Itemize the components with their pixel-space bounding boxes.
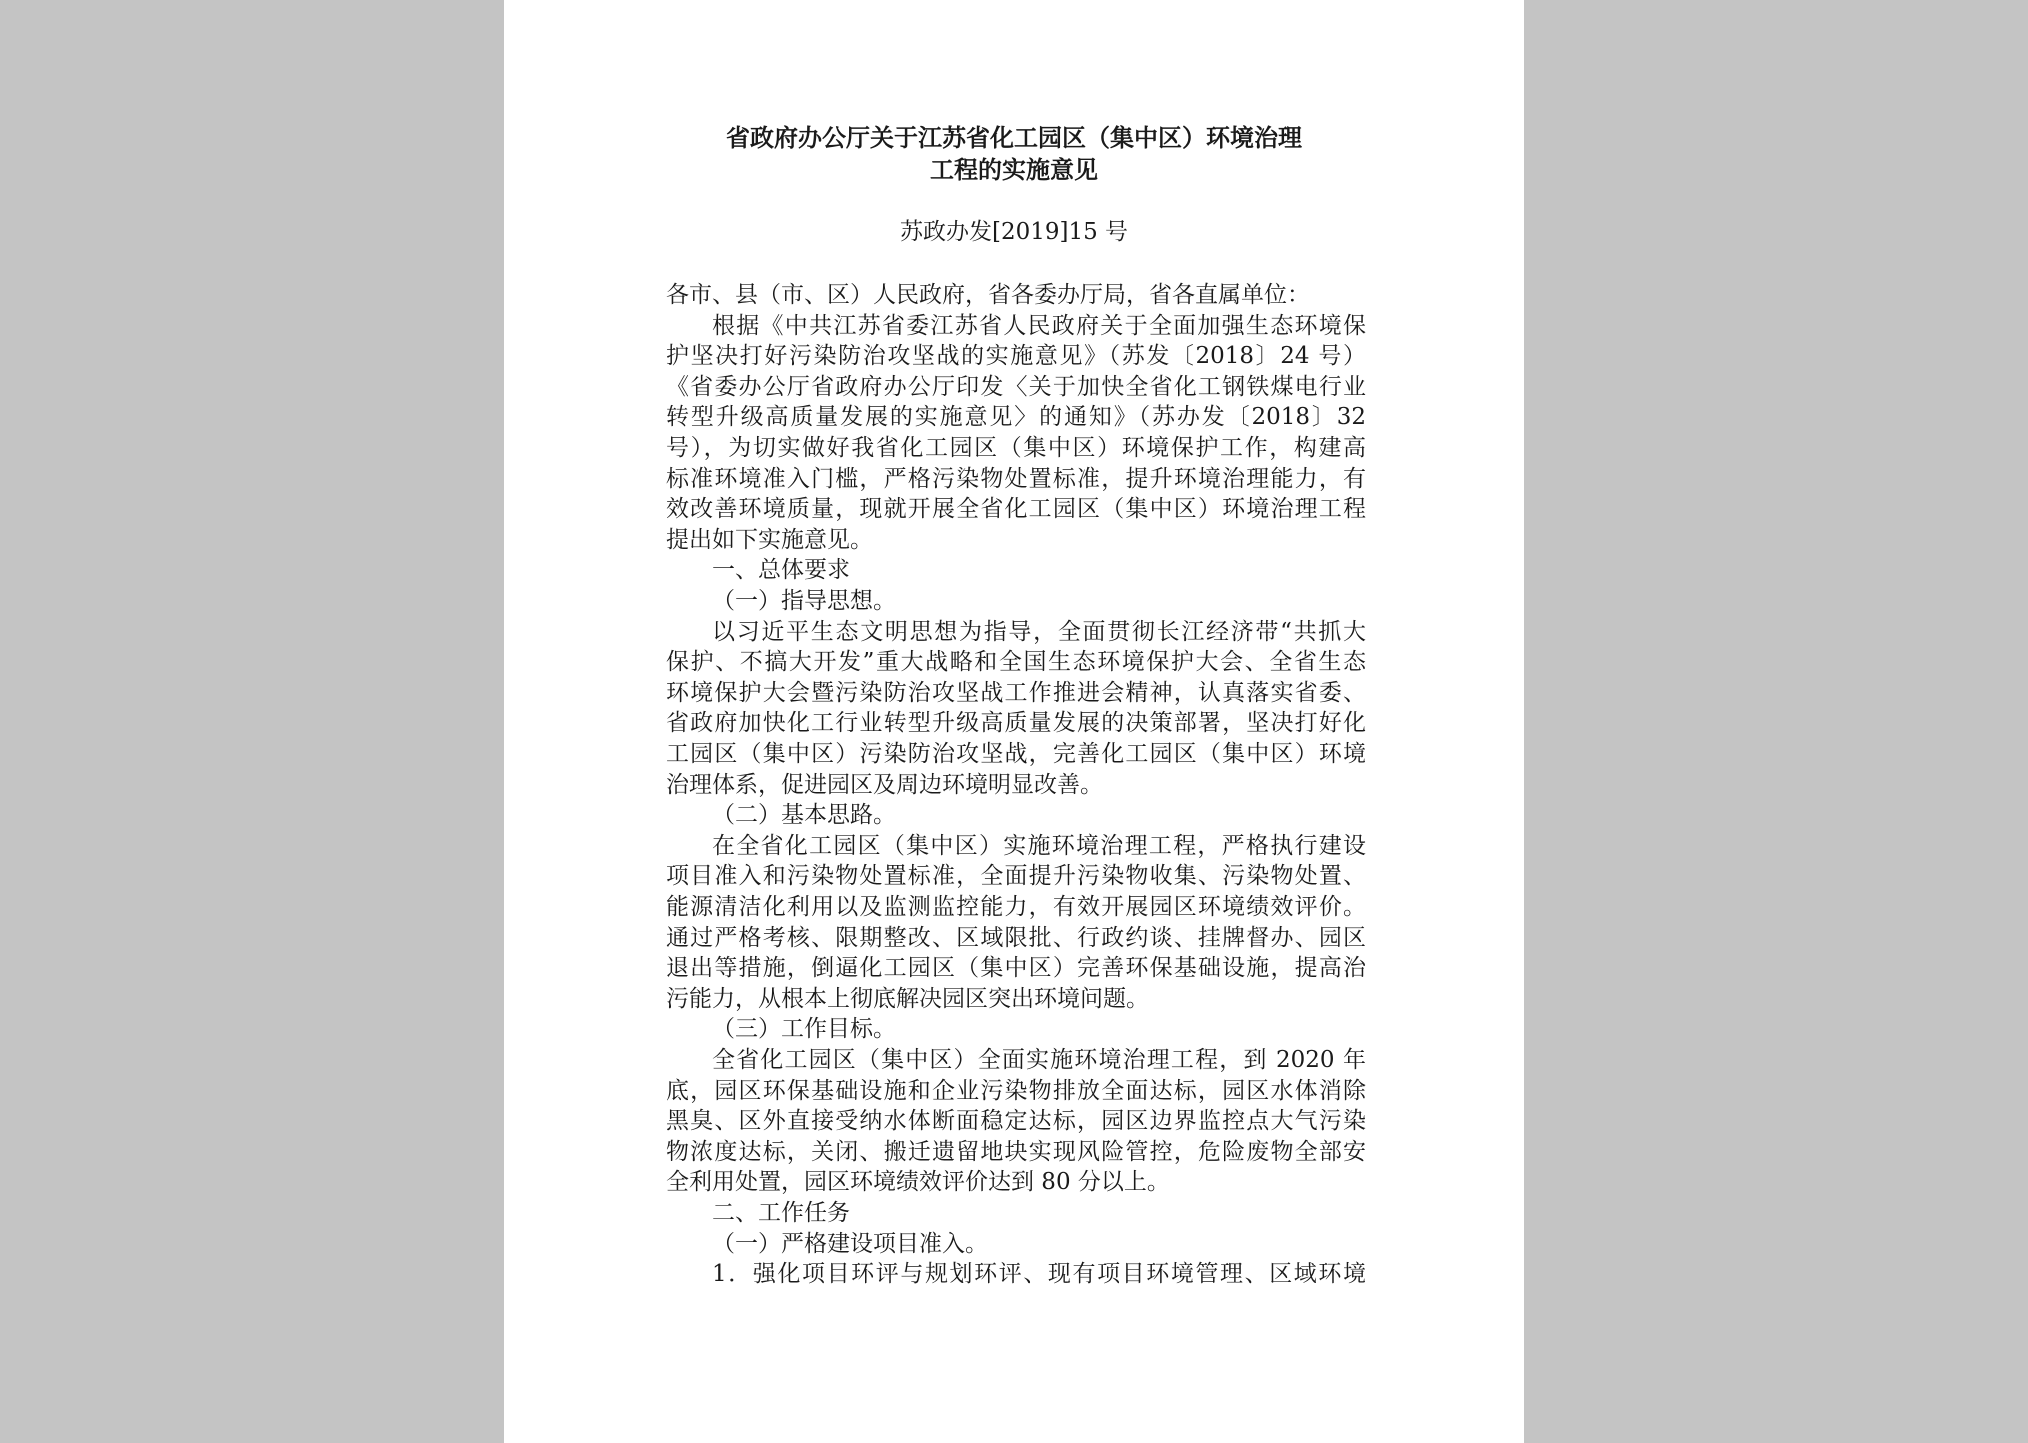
document-number: 苏政办发[2019]15 号	[899, 219, 1129, 245]
body-line: （一）指导思想。	[712, 588, 896, 614]
body-line: 全省化工园区（集中区）全面实施环境治理工程，到 2020 年	[712, 1047, 1366, 1073]
body-line: 省政府加快化工行业转型升级高质量发展的决策部署，坚决打好化	[666, 710, 1366, 736]
body-line: 以习近平生态文明思想为指导，全面贯彻长江经济带“共抓大	[712, 619, 1366, 645]
body-line: 保护、不搞大开发”重大战略和全国生态环境保护大会、全省生态	[666, 649, 1366, 675]
body-line: 二、工作任务	[712, 1200, 850, 1226]
body-line: （二）基本思路。	[712, 802, 896, 828]
body-line: 1．强化项目环评与规划环评、现有项目环境管理、区域环境	[712, 1261, 1366, 1287]
body-line: 底，园区环保基础设施和企业污染物排放全面达标，园区水体消除	[666, 1078, 1366, 1104]
body-line: 转型升级高质量发展的实施意见〉的通知》（苏办发〔2018〕32	[666, 404, 1366, 430]
body-line: 标准环境准入门槛，严格污染物处置标准，提升环境治理能力，有	[666, 466, 1366, 492]
body-line: 号），为切实做好我省化工园区（集中区）环境保护工作，构建高	[666, 435, 1366, 461]
body-line: 黑臭、区外直接受纳水体断面稳定达标，园区边界监控点大气污染	[666, 1108, 1366, 1134]
body-line: 污能力，从根本上彻底解决园区突出环境问题。	[666, 986, 1149, 1012]
body-line: 护坚决打好污染防治攻坚战的实施意见》（苏发〔2018〕24 号）	[666, 343, 1366, 369]
body-line: 环境保护大会暨污染防治攻坚战工作推进会精神，认真落实省委、	[666, 680, 1366, 706]
body-line: 能源清洁化利用以及监测监控能力，有效开展园区环境绩效评价。	[666, 894, 1366, 920]
document-page	[504, 0, 1524, 1443]
body-line: 治理体系，促进园区及周边环境明显改善。	[666, 772, 1103, 798]
body-line: 效改善环境质量，现就开展全省化工园区（集中区）环境治理工程	[666, 496, 1366, 522]
body-line: 《省委办公厅省政府办公厅印发〈关于加快全省化工钢铁煤电行业	[666, 374, 1366, 400]
body-line: 全利用处置，园区环境绩效评价达到 80 分以上。	[666, 1169, 1170, 1195]
body-line: 各市、县（市、区）人民政府，省各委办厅局，省各直属单位：	[666, 282, 1310, 308]
body-line: 提出如下实施意见。	[666, 527, 873, 553]
document-title-line-1: 省政府办公厅关于江苏省化工园区（集中区）环境治理	[726, 123, 1302, 152]
body-line: 通过严格考核、限期整改、区域限批、行政约谈、挂牌督办、园区	[666, 925, 1366, 951]
body-line: 一、总体要求	[712, 557, 850, 583]
body-line: 根据《中共江苏省委江苏省人民政府关于全面加强生态环境保	[712, 313, 1366, 339]
body-line: 在全省化工园区（集中区）实施环境治理工程，严格执行建设	[712, 833, 1366, 859]
body-line: （一）严格建设项目准入。	[712, 1231, 988, 1257]
body-line: 项目准入和污染物处置标准，全面提升污染物收集、污染物处置、	[666, 863, 1366, 889]
body-line: （三）工作目标。	[712, 1016, 896, 1042]
body-line: 物浓度达标，关闭、搬迁遗留地块实现风险管控，危险废物全部安	[666, 1139, 1366, 1165]
body-line: 退出等措施，倒逼化工园区（集中区）完善环保基础设施，提高治	[666, 955, 1366, 981]
body-line: 工园区（集中区）污染防治攻坚战，完善化工园区（集中区）环境	[666, 741, 1366, 767]
document-title-line-2: 工程的实施意见	[930, 155, 1098, 184]
